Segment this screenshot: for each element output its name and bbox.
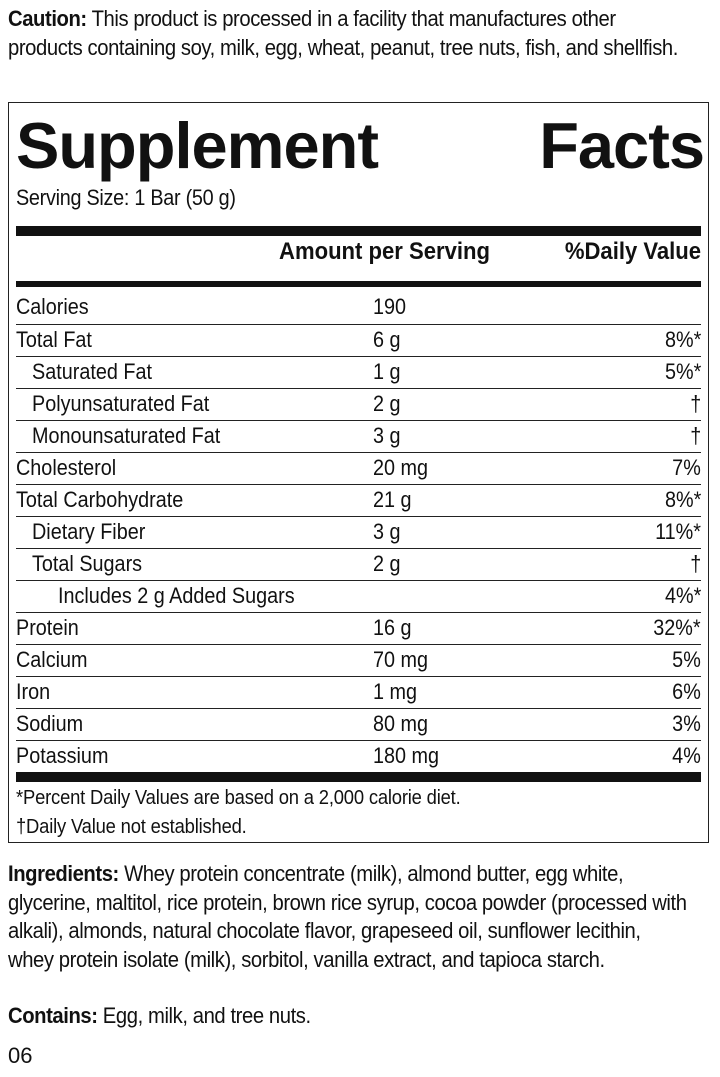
nutrient-name: Calcium [16, 647, 88, 672]
title-word-facts: Facts [539, 109, 704, 182]
nutrient-name: Saturated Fat [32, 359, 152, 384]
nutrient-amount: 20 mg [373, 455, 429, 480]
header-daily-value: %Daily Value [564, 238, 701, 265]
nutrient-dv: † [689, 423, 701, 448]
nutrient-row [16, 612, 701, 644]
contains-label: Contains: [8, 1003, 98, 1028]
nutrient-name: Dietary Fiber [32, 519, 146, 544]
nutrient-row [16, 452, 701, 484]
nutrient-name: Protein [16, 615, 79, 640]
nutrient-dv: 8%* [664, 487, 701, 512]
nutrient-row [16, 324, 701, 356]
nutrient-dv: 6% [672, 679, 701, 704]
ingredients-label: Ingredients: [8, 861, 119, 886]
nutrient-row [16, 420, 701, 452]
lot-code: 06 [8, 1043, 33, 1068]
footnote-dagger: †Daily Value not established. [16, 816, 247, 838]
footnote-percent-dv: *Percent Daily Values are based on a 2,000 calorie diet. [16, 787, 461, 809]
nutrient-amount: 16 g [373, 615, 412, 640]
nutrient-dv: † [689, 391, 701, 416]
nutrient-amount: 70 mg [373, 647, 429, 672]
caution-text: This product is processed in a facility that manufactures other products containing soy, milk, egg, wheat, peanut, tree nuts, fish, and shellfish. [8, 6, 678, 60]
nutrient-row [16, 676, 701, 708]
nutrient-dv: 4%* [664, 583, 701, 608]
nutrient-dv: 8%* [664, 327, 701, 352]
nutrient-name: Monounsaturated Fat [32, 423, 221, 448]
nutrient-amount: 180 mg [373, 743, 440, 768]
nutrient-row [16, 580, 701, 612]
nutrient-row [16, 548, 701, 580]
nutrient-name: Polyunsaturated Fat [32, 391, 210, 416]
caution-label: Caution: [8, 6, 87, 31]
nutrient-dv: 7% [672, 455, 701, 480]
nutrient-amount: 3 g [373, 423, 401, 448]
nutrient-amount: 190 [373, 294, 407, 319]
panel-title [16, 111, 704, 181]
nutrient-dv: 3% [672, 711, 701, 736]
caution-statement [8, 5, 689, 62]
nutrient-dv: † [689, 551, 701, 576]
contains-text: Egg, milk, and tree nuts. [97, 1003, 311, 1028]
nutrient-amount: 2 g [373, 551, 401, 576]
nutrient-amount: 2 g [373, 391, 401, 416]
nutrient-dv: 4% [672, 743, 701, 768]
nutrient-amount: 6 g [373, 327, 401, 352]
ingredients-statement [8, 860, 689, 974]
divider-medium [16, 281, 701, 287]
nutrient-row [16, 708, 701, 740]
nutrient-name: Includes 2 g Added Sugars [58, 583, 295, 608]
nutrient-dv: 5% [672, 647, 701, 672]
nutrient-name: Sodium [16, 711, 84, 736]
nutrient-name: Calories [16, 294, 89, 319]
nutrient-dv: 5%* [664, 359, 701, 384]
nutrient-amount: 3 g [373, 519, 401, 544]
contains-statement [8, 1002, 652, 1031]
nutrient-row [16, 388, 701, 420]
title-word-supplement: Supplement [16, 109, 378, 182]
nutrient-name: Cholesterol [16, 455, 117, 480]
header-amount: Amount per Serving [279, 238, 491, 265]
nutrient-dv: 32%* [653, 615, 701, 640]
nutrient-row [16, 516, 701, 548]
nutrient-name: Total Sugars [32, 551, 143, 576]
serving-size: Serving Size: 1 Bar (50 g) [16, 185, 236, 210]
nutrient-row [16, 484, 701, 516]
nutrient-amount: 1 mg [373, 679, 418, 704]
nutrient-amount: 21 g [373, 487, 412, 512]
nutrient-row [16, 292, 701, 324]
column-header [16, 238, 701, 268]
nutrient-name: Total Carbohydrate [16, 487, 184, 512]
nutrient-name: Total Fat [16, 327, 92, 352]
ingredients-text: Whey protein concentrate (milk), almond butter, egg white, glycerine, maltitol, rice protein, brown rice syrup, cocoa powder (processed with alkali), almonds, natural chocolate flavor, grapeseed oil, sunflower lecithin, whey protein isolate (milk), sorbitol, vanilla extract, and tapioca starch. [8, 861, 687, 972]
nutrient-row [16, 356, 701, 388]
nutrient-dv: 11%* [655, 519, 701, 544]
nutrient-name: Iron [16, 679, 51, 704]
nutrient-row [16, 740, 701, 772]
nutrient-table [16, 292, 701, 772]
nutrient-row [16, 644, 701, 676]
divider-thick-bottom [16, 772, 701, 782]
supplement-facts-panel [8, 102, 709, 843]
nutrient-amount: 80 mg [373, 711, 429, 736]
nutrient-name: Potassium [16, 743, 109, 768]
divider-thick [16, 226, 701, 236]
nutrient-amount: 1 g [373, 359, 401, 384]
